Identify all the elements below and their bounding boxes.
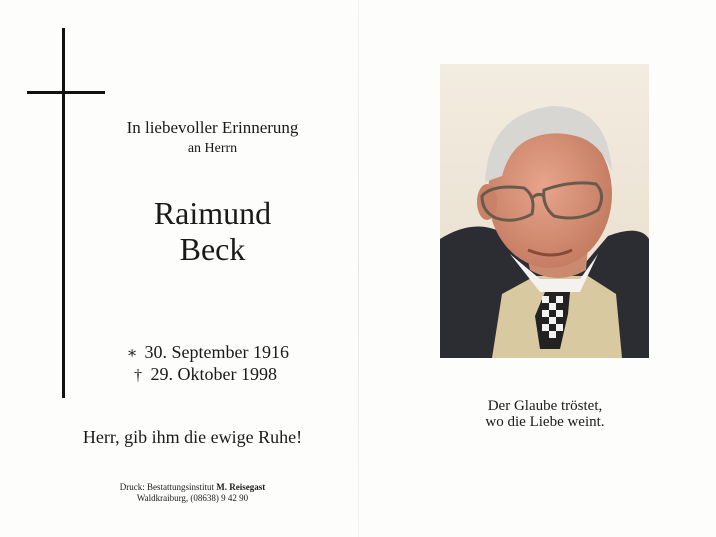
prayer: Herr, gib ihm die ewige Ruhe! [82,427,303,447]
quote-line-1: Der Glaube tröstet, [487,398,603,414]
last-name: Beck [179,231,246,267]
birth-star-icon: ∗ [126,345,138,362]
cross-horizontal-bar [27,91,105,94]
first-name: Raimund [153,195,272,231]
portrait-illustration [440,64,649,358]
intro-line: In liebevoller Erinnerung [126,118,299,137]
quote-line-2: wo die Liebe weint. [485,414,605,430]
printer-prefix: Druck: Bestattungsinstitut [119,482,217,492]
printer-address: Waldkraiburg, (08638) 9 42 90 [136,493,249,503]
cross-vertical-bar [62,28,65,398]
intro-line-2: an Herrn [187,141,238,156]
death-row [130,364,277,385]
death-date: 29. Oktober 1998 [150,364,277,384]
printer-imprint [100,482,285,504]
printer-name: M. Reisegast [216,482,266,492]
birth-row [124,342,289,363]
portrait-photo [440,64,649,358]
birth-date: 30. September 1916 [144,342,289,362]
death-dagger-icon: † [134,367,142,384]
quote [455,398,635,430]
printer-line-1 [100,482,285,493]
fold-line [358,0,359,537]
